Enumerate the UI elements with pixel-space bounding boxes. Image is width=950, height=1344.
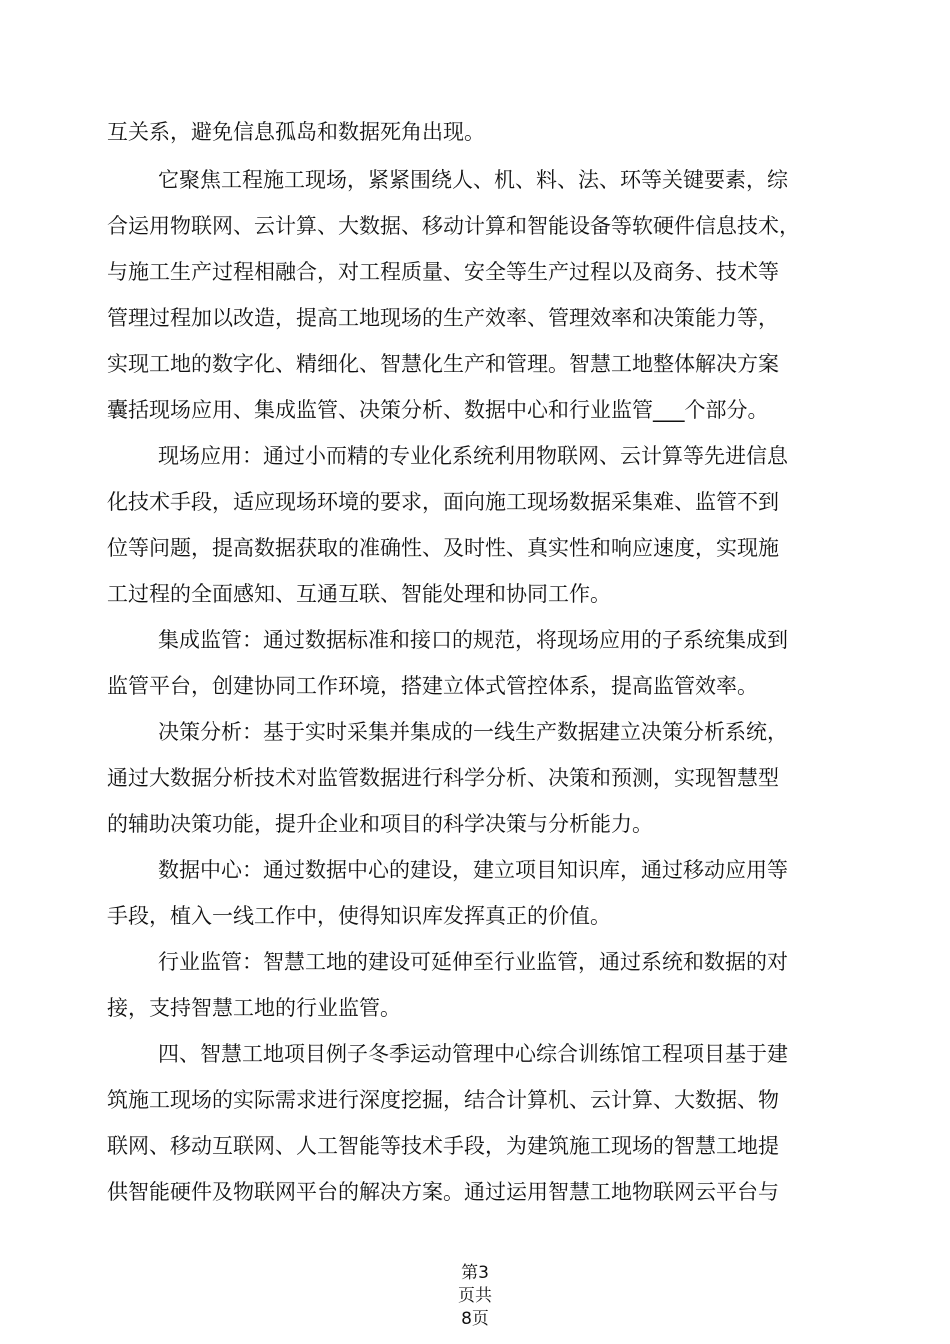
text-line: 四、智慧工地项目例子冬季运动管理中心综合训练馆工程项目基于建 <box>158 1042 788 1066</box>
text-line: 现场应用：通过小而精的专业化系统利用物联网、云计算等先进信息 <box>158 444 788 468</box>
text-line: 的辅助决策功能，提升企业和项目的科学决策与分析能力。 <box>107 812 653 836</box>
text-line: 集成监管：通过数据标准和接口的规范，将现场应用的子系统集成到 <box>158 628 788 652</box>
page-number-line: 页共 <box>458 1286 492 1306</box>
text-line: 管理过程加以改造，提高工地现场的生产效率、管理效率和决策能力等， <box>107 306 779 330</box>
page-number-line: 8页 <box>461 1309 489 1329</box>
text-line: 联网、移动互联网、人工智能等技术手段，为建筑施工现场的智慧工地提 <box>107 1134 779 1158</box>
page-number-line: 第3 <box>461 1263 489 1283</box>
text-line: 与施工生产过程相融合，对工程质量、安全等生产过程以及商务、技术等 <box>107 260 779 284</box>
text-line: 手段，植入一线工作中，使得知识库发挥真正的价值。 <box>107 904 611 928</box>
text-line: 通过大数据分析技术对监管数据进行科学分析、决策和预测，实现智慧型 <box>107 766 779 790</box>
text-line: 供智能硬件及物联网平台的解决方案。通过运用智慧工地物联网云平台与 <box>107 1180 779 1204</box>
text-line: 行业监管：智慧工地的建设可延伸至行业监管，通过系统和数据的对 <box>158 950 788 974</box>
text-line: 筑施工现场的实际需求进行深度挖掘，结合计算机、云计算、大数据、物 <box>107 1088 779 1112</box>
text-line: 互关系，避免信息孤岛和数据死角出现。 <box>107 120 485 144</box>
text-line: 它聚焦工程施工现场，紧紧围绕人、机、料、法、环等关键要素，综 <box>158 168 788 192</box>
text-line: 囊括现场应用、集成监管、决策分析、数据中心和行业监管___个部分。 <box>107 398 769 422</box>
text-line: 化技术手段，适应现场环境的要求，面向施工现场数据采集难、监管不到 <box>107 490 779 514</box>
text-line: 监管平台，创建协同工作环境，搭建立体式管控体系，提高监管效率。 <box>107 674 758 698</box>
text-line: 实现工地的数字化、精细化、智慧化生产和管理。智慧工地整体解决方案 <box>107 352 779 376</box>
text-line: 数据中心：通过数据中心的建设，建立项目知识库，通过移动应用等 <box>158 858 788 882</box>
text-line: 合运用物联网、云计算、大数据、移动计算和智能设备等软硬件信息技术， <box>107 214 800 238</box>
page-number-footer <box>0 1262 950 1331</box>
text-line: 位等问题，提高数据获取的准确性、及时性、真实性和响应速度，实现施 <box>107 536 779 560</box>
text-line: 决策分析：基于实时采集并集成的一线生产数据建立决策分析系统， <box>158 720 788 744</box>
text-line: 接，支持智慧工地的行业监管。 <box>107 996 401 1020</box>
text-line: 工过程的全面感知、互通互联、智能处理和协同工作。 <box>107 582 611 606</box>
